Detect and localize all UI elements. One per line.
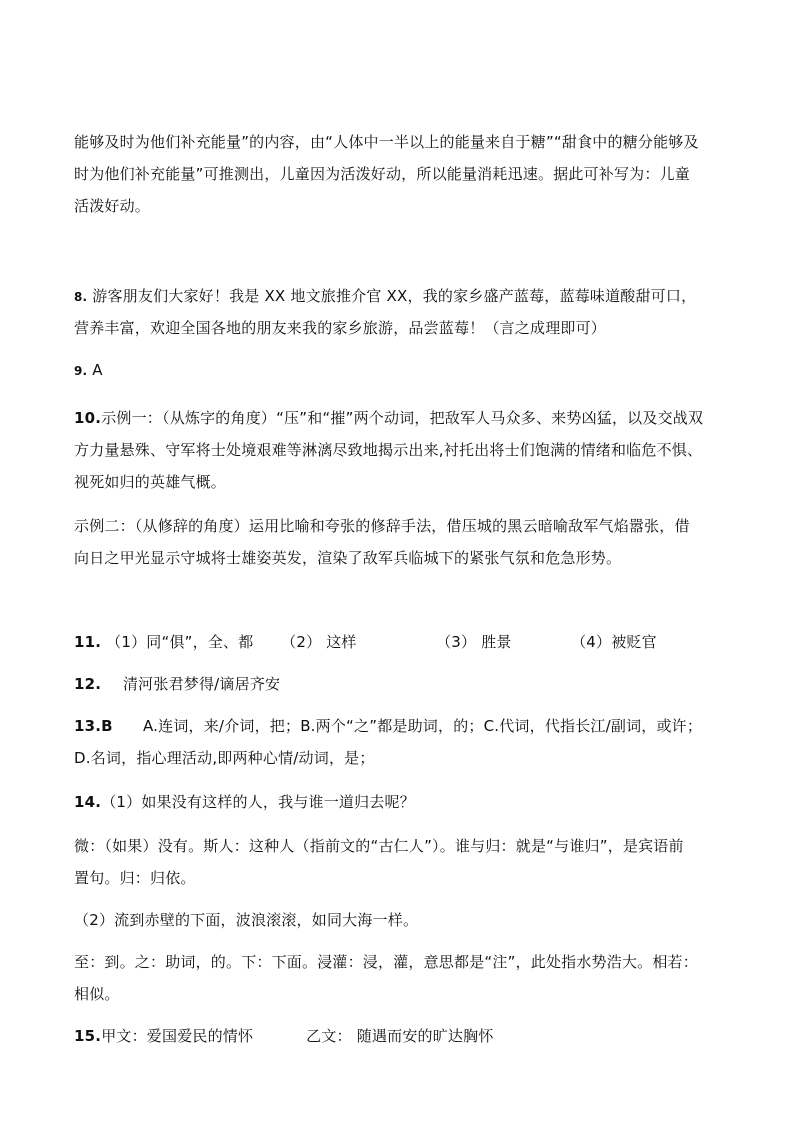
answer-text: 清河张君梦得/谪居齐安: [122, 675, 281, 693]
answer-line: 视死如归的英雄气概。: [74, 473, 227, 491]
answer-text: 游客朋友们大家好！我是 XX 地文旅推介官 XX，我的家乡盛产蓝莓，蓝莓味道酸甜可口，: [92, 287, 697, 305]
answer-part-1: 甲文：爱国爱民的情怀: [101, 1027, 254, 1045]
answer-9: [74, 360, 103, 381]
answer-10: [74, 408, 703, 428]
answer-part-3: （3） 胜景: [436, 633, 512, 651]
question-number: 14.: [74, 793, 102, 811]
answer-15: [74, 1026, 494, 1046]
answer-line: 方力量悬殊、守军将士处境艰难等淋漓尽致地揭示出来,衬托出将士们饱满的情绪和临危不惧、: [74, 441, 703, 459]
answer-line: 相似。: [74, 985, 120, 1003]
answer-line: （2）流到赤壁的下面，波浪滚滚，如同大海一样。: [74, 911, 419, 929]
question-number: 15.: [74, 1027, 102, 1045]
answer-line: 营养丰富，欢迎全国各地的朋友来我的家乡旅游，品尝蓝莓！（言之成理即可）: [74, 319, 607, 337]
question-number: 12.: [74, 675, 102, 693]
answer-12: [74, 674, 280, 694]
answer-line: 示例二：（从修辞的角度）运用比喻和夸张的修辞手法，借压城的黑云暗喻敌军气焰嚣张，借: [74, 517, 690, 535]
answer-part-2: 乙文： 随遇而安的旷达胸怀: [306, 1027, 494, 1045]
answer-text: A: [92, 361, 103, 379]
answer-text: A.连词，来/介词，把；B.两个“之”都是助词，的；C.代词，代指长江/副词，或许；: [142, 717, 703, 735]
question-number: 13.B: [74, 717, 113, 735]
paragraph-line: 活泼好动。: [74, 197, 151, 215]
question-number: 8.: [74, 290, 88, 304]
answer-part-1: （1）同“俱”，全、都: [106, 633, 254, 651]
question-number: 9.: [74, 364, 88, 378]
question-number: 11.: [74, 633, 102, 651]
answer-14: [74, 792, 415, 812]
answer-13: [74, 716, 702, 736]
answer-text: 示例一：（从炼字的角度）“压”和“摧”两个动词，把敌军人马众多、来势凶猛，以及交战双: [101, 409, 704, 427]
answer-line: D.名词，指心理活动,即两种心情/动词，是；: [74, 749, 375, 767]
answer-line: 向日之甲光显示守城将士雄姿英发，渲染了敌军兵临城下的紧张气氛和危急形势。: [74, 549, 622, 567]
question-number: 10.: [74, 409, 102, 427]
answer-part-2: （2） 这样: [281, 633, 357, 651]
answer-line: 至：到。之：助词，的。下：下面。浸灌：浸，灌，意思都是“注”，此处指水势浩大。相若：: [74, 953, 698, 971]
answer-line: 微：（如果）没有。斯人：这种人（指前文的“古仁人”）。谁与归：就是“与谁归”，是宾语前: [74, 837, 684, 855]
answer-text: （1）如果没有这样的人，我与谁一道归去呢？: [101, 793, 415, 811]
answer-part-4: （4）被贬官: [571, 633, 657, 651]
answer-11: [74, 632, 657, 652]
paragraph-line: 时为他们补充能量”可推测出，儿童因为活泼好动，所以能量消耗迅速。据此可补写为：儿童: [74, 165, 690, 183]
answer-8: [74, 286, 696, 307]
answer-line: 置句。归：归依。: [74, 869, 196, 887]
paragraph-line: 能够及时为他们补充能量”的内容，由“人体中一半以上的能量来自于糖”“甜食中的糖分能够及: [74, 133, 699, 151]
